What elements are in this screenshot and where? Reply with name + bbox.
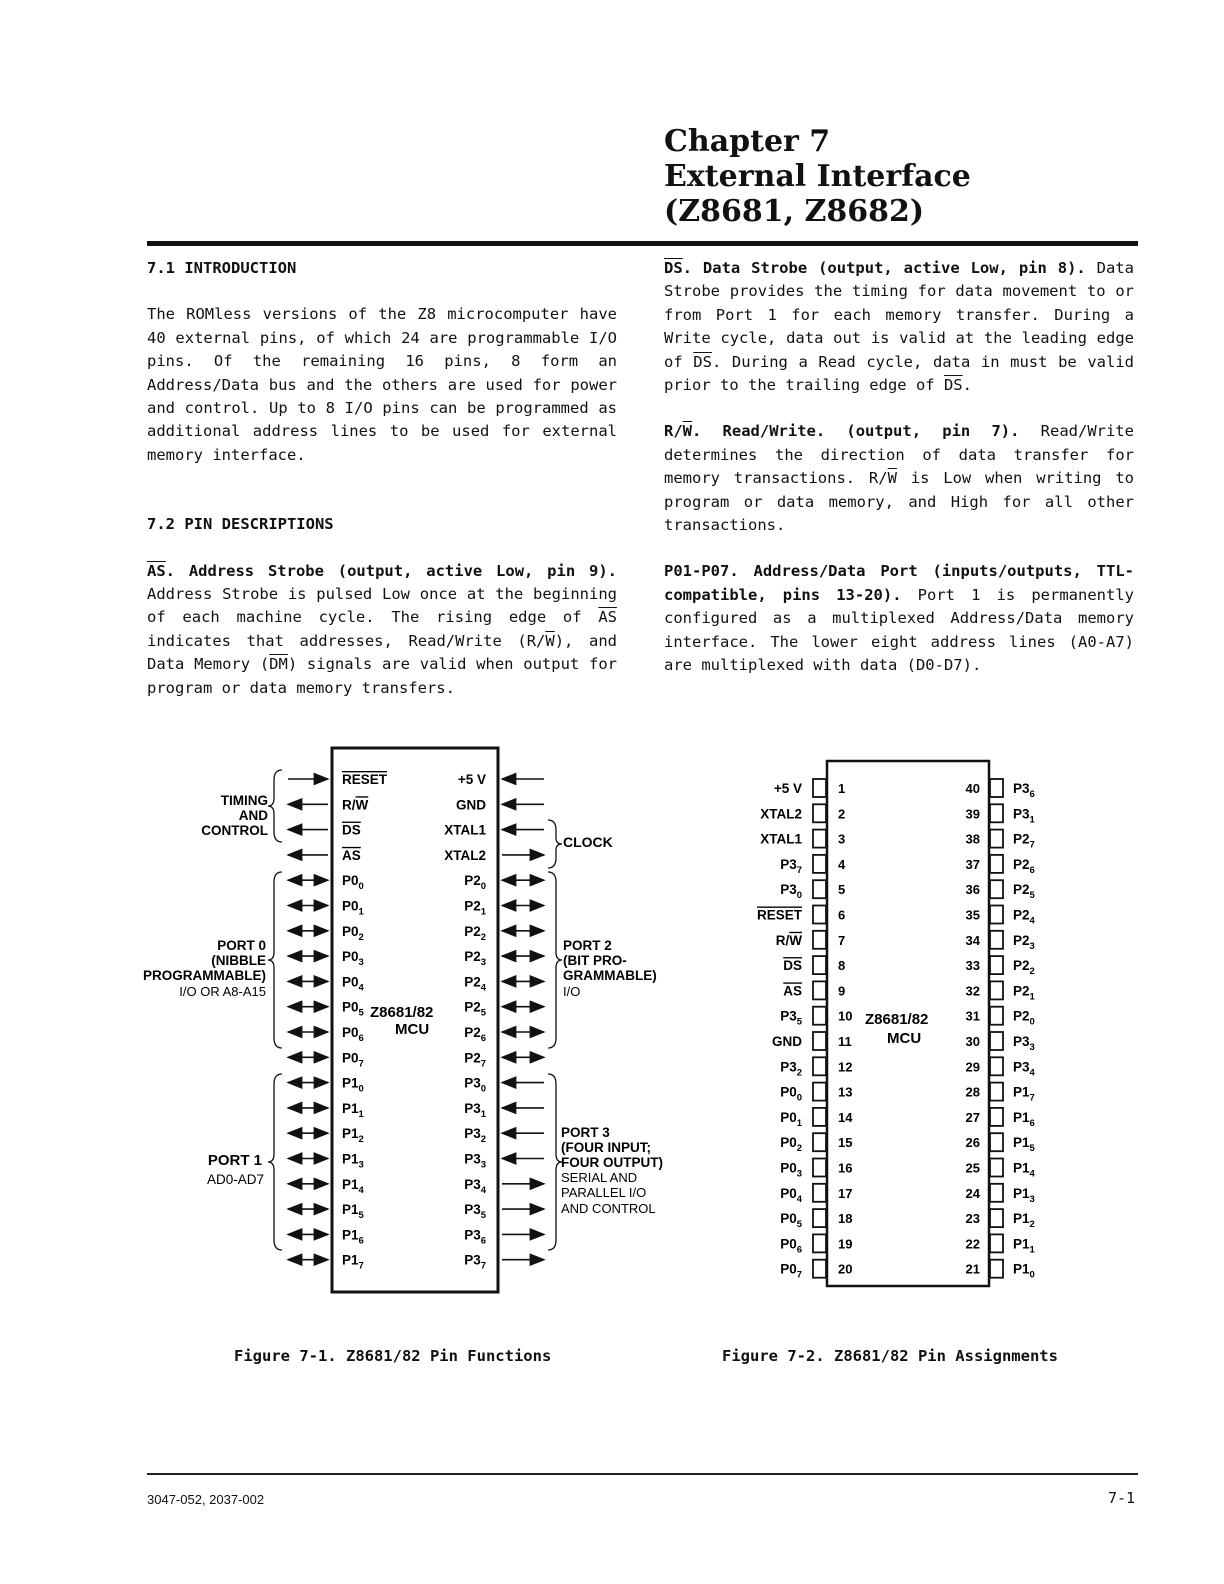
pin-pad [990,779,1003,797]
svg-text:(FOUR INPUT;: (FOUR INPUT; [561,1140,651,1155]
pin-label: $P2_5$ [464,999,486,1019]
pin-label: R/W [342,797,369,813]
pin-label: XTAL1 [444,822,486,838]
pin-number: 12 [838,1059,853,1075]
svg-text:AND CONTROL: AND CONTROL [561,1201,656,1216]
pin-pad [990,956,1003,974]
port3-label [561,1125,663,1216]
pin-number: 37 [965,856,980,872]
pin-number: 19 [838,1236,853,1252]
footer-doc-number: 3047-052, 2037-002 [147,1492,265,1507]
pin-label: $P3_5$ [780,1008,802,1028]
svg-text:SERIAL AND: SERIAL AND [561,1170,638,1185]
pin-number: 9 [838,983,846,999]
clock-brace [548,820,562,868]
pin-label: $P1_1$ [342,1100,364,1120]
pin-label: $P1_5$ [1013,1135,1035,1155]
pin-number: 26 [965,1135,980,1151]
pin-number: 35 [965,907,980,923]
pin-pad [990,1133,1003,1151]
chip-name: Z8681/82 [370,1004,434,1021]
svg-text:AND: AND [238,808,268,823]
pin-label: $P0_6$ [780,1236,802,1256]
svg-text:(NIBBLE: (NIBBLE [211,953,266,968]
pin-label: $P1_4$ [1013,1160,1035,1180]
pin-pad [813,804,826,822]
pin-label: $P0_7$ [342,1050,364,1070]
pin-label: $P2_5$ [1013,882,1035,902]
pin-label: DS [783,958,802,974]
pin-number: 2 [838,806,846,822]
pin-number: 31 [965,1008,980,1024]
pin-number: 17 [838,1185,853,1201]
pin-number: 20 [838,1261,853,1277]
pin-pad [990,931,1003,949]
pin-label: $P0_4$ [342,974,364,994]
pin-label: $P3_0$ [464,1075,486,1095]
pin-number: 5 [838,882,846,898]
svg-text:CONTROL: CONTROL [201,823,268,838]
pin-label: $P2_6$ [464,1025,486,1044]
page-number: 7-1 [1108,1489,1136,1507]
pin-label: $P1_6$ [342,1227,364,1247]
pin-label: RESET [342,772,388,787]
pin-label: $P0_1$ [780,1109,802,1129]
pin-label: $P0_3$ [780,1160,802,1180]
pin-number: 11 [838,1034,852,1049]
svg-text:(BIT PRO-: (BIT PRO- [563,953,627,968]
pin-pad [990,906,1003,924]
left-column [147,257,617,700]
svg-text:GRAMMABLE): GRAMMABLE) [563,968,657,983]
svg-text:FOUR OUTPUT): FOUR OUTPUT) [561,1155,663,1170]
pin-number: 13 [838,1084,853,1100]
pin-pad [990,880,1003,898]
pin-label: R/W [775,932,802,948]
p0-description: P01-P07. Address/Data Port (inputs/outputs, TTL-compatible, pins 13-20). Port 1 is permanently configured as a multiplexed Address/Data memory interface. The lower eight address lines (A0-A7) are multiplexed with data (D0-D7). [664,562,1134,675]
pin-pad [813,1159,826,1177]
pin-label: AS [342,847,361,863]
pin-label: $P2_3$ [1013,932,1035,952]
pin-number: 4 [838,856,846,872]
port0-brace [268,872,282,1048]
svg-text:PARALLEL I/O: PARALLEL I/O [561,1185,647,1200]
pin-label: $P0_1$ [342,898,364,918]
pin-label: $P1_4$ [342,1176,364,1196]
pin-number: 24 [965,1185,980,1201]
pin-label: $P2_7$ [464,1050,486,1070]
pin-functions-diagram [130,740,690,1305]
pin-label: $P0_2$ [342,923,364,943]
pin-label: +5 V [457,772,486,787]
port3-brace [548,1074,562,1250]
pin-pad [813,956,826,974]
pin-label: $P2_0$ [464,873,486,893]
pin-number: 22 [965,1236,980,1252]
pin-pad [813,855,826,873]
pin-label: $P0_0$ [342,873,364,893]
pin-pad [813,1133,826,1151]
figure-7-2-caption: Figure 7-2. Z8681/82 Pin Assignments [722,1347,1058,1365]
pin-pad [813,931,826,949]
pin-label: $P0_0$ [780,1084,802,1104]
pin-pad [813,981,826,999]
pin-number: 14 [838,1109,853,1125]
svg-text:PORT 0: PORT 0 [217,938,266,953]
svg-text:I/O OR A8-A15: I/O OR A8-A15 [179,984,266,999]
pin-pad [813,1007,826,1025]
timing-label [201,793,268,838]
pin-label: $P3_3$ [464,1151,486,1171]
chapter-number: Chapter 7 [664,124,831,159]
pin-label: $P2_3$ [464,949,486,969]
pin-pad [990,855,1003,873]
pin-pad [813,1083,826,1101]
pin-pad [990,1260,1003,1278]
pin-label: $P0_5$ [342,999,364,1019]
pin-label: $P1_1$ [1013,1236,1035,1256]
pin-label: RESET [756,907,802,923]
pin-number: 3 [838,831,846,847]
right-column [664,257,1134,678]
section-7-1-title: 7.1 INTRODUCTION [147,259,297,277]
pin-label: $P1_7$ [342,1252,364,1272]
pin-number: 30 [965,1034,980,1049]
pin-pad [990,1184,1003,1202]
pin-number: 15 [838,1135,853,1151]
chapter-subtitle: (Z8681, Z8682) [664,194,925,229]
pin-pad [813,880,826,898]
heading-rule [147,241,1138,246]
pin-pad [813,1209,826,1227]
pin-label: GND [456,797,486,813]
pin-pad [990,981,1003,999]
port2-brace [548,872,562,1048]
pin-label: $P0_5$ [780,1211,802,1231]
svg-text:PROGRAMMABLE): PROGRAMMABLE) [143,968,266,983]
pin-label: $P1_0$ [342,1075,364,1095]
pin-number: 25 [965,1160,980,1176]
pin-label: $P3_2$ [780,1059,802,1079]
pin-label: $P1_2$ [1013,1211,1035,1231]
figure-7-1-caption: Figure 7-1. Z8681/82 Pin Functions [234,1347,552,1365]
ds-description: $\overline{DS}$. Data Strobe (output, active Low, pin 8). Data Strobe provides the timing for data movement to or from Port 1 for each memory transfer. During a Write cycle, data out is valid at the leading edge of $\overline{DS}$. During a Read cycle, data in must be valid prior to the trailing edge of $\overline{DS}$. [664,259,1134,395]
pin-label: $P3_4$ [464,1176,486,1196]
pin-label: DS [342,822,361,838]
pin-pad [990,1159,1003,1177]
pin-number: 38 [965,831,980,847]
pin-pad [813,906,826,924]
pin-label: $P2_0$ [1013,1008,1035,1028]
pin-label: $P3_4$ [1013,1059,1035,1079]
port1-brace [268,1074,282,1250]
pin-label: $P0_3$ [342,949,364,969]
pin-number: 10 [838,1008,853,1024]
svg-text:PORT 3: PORT 3 [561,1125,610,1140]
svg-text:TIMING: TIMING [220,793,268,808]
pin-number: 32 [965,983,980,999]
pin-label: $P0_6$ [342,1025,364,1044]
pin-label: $P3_6$ [1013,781,1035,800]
pin-label: $P2_2$ [1013,958,1035,978]
pin-label: $P2_1$ [464,898,486,918]
pin-number: 16 [838,1160,853,1176]
pin-number: 33 [965,958,980,974]
pin-label: $P3_0$ [780,882,802,902]
pin-number: 40 [965,781,980,796]
pin-label: $P1_7$ [1013,1084,1035,1104]
port1-label [207,1152,264,1187]
pin-label: $P0_2$ [780,1135,802,1155]
package-chip-sub: MCU [887,1030,922,1047]
chapter-heading [664,124,971,229]
pin-label: $P3_6$ [464,1227,486,1247]
intro-paragraph: The ROMless versions of the Z8 microcomputer have 40 external pins, of which 24 are programmable I/O pins. Of the remaining 16 pins, 8 form an Address/Data bus and the others are used for power and control. Up to 8 I/O pins can be programmed as additional address lines to be used for external memory interface. [147,305,617,464]
pin-label: $P0_4$ [780,1185,802,1205]
pin-pad [990,1007,1003,1025]
pin-number: 36 [965,882,980,898]
pin-pad [990,804,1003,822]
as-description: $\overline{AS}$. Address Strobe (output, active Low, pin 9). Address Strobe is pulsed Low once at the beginning of each machine cycle. The rising edge of $\overline{AS}$ indicates that addresses, Read/Write $(R/\overline{W})$, and Data Memory $(\overline{DM})$ signals are valid when output for program or data memory transfers. [147,561,617,697]
pin-pad [813,1260,826,1278]
port2-label [563,938,657,999]
pin-pad [813,1184,826,1202]
pin-pad [990,830,1003,848]
pin-number: 39 [965,806,980,822]
pin-assignments-diagram [740,755,1110,1295]
pin-label: XTAL2 [760,806,802,822]
package-chip-name: Z8681/82 [865,1011,929,1028]
pin-pad [813,1234,826,1252]
svg-text:I/O: I/O [563,984,581,999]
pin-number: 18 [838,1211,853,1227]
pin-pad [990,1234,1003,1252]
pin-label: +5 V [773,781,802,796]
pin-label: $P1_0$ [1013,1261,1035,1281]
pin-pad [813,779,826,797]
pin-label: $P1_2$ [342,1126,364,1146]
pin-number: 23 [965,1211,980,1227]
pin-label: $P1_3$ [342,1151,364,1171]
pin-label: $P1_3$ [1013,1185,1035,1205]
pin-label: AS [783,983,802,999]
pin-label: $P3_2$ [464,1126,486,1146]
pin-pad [990,1083,1003,1101]
footer-rule [147,1473,1138,1475]
pin-number: 29 [965,1059,980,1075]
pin-label: $P0_7$ [780,1261,802,1281]
pin-pad [990,1057,1003,1075]
pin-number: 7 [838,932,846,948]
pin-label: $P3_1$ [1013,806,1035,826]
svg-text:PORT 2: PORT 2 [563,938,612,953]
pin-number: 34 [965,932,980,948]
timing-brace [268,770,282,842]
pin-label: $P1_6$ [1013,1109,1035,1129]
pin-label: $P3_7$ [464,1252,486,1272]
pin-pad [990,1032,1003,1050]
pin-number: 1 [838,781,846,796]
pin-pad [990,1209,1003,1227]
svg-text:AD0-AD7: AD0-AD7 [206,1172,264,1187]
pin-pad [813,1108,826,1126]
pin-label: $P3_1$ [464,1100,486,1120]
chip-sub: MCU [395,1021,430,1038]
rw-description: $R/\overline{W}$. Read/Write. (output, pin 7). Read/Write determines the direction of data transfer for memory transactions. $R/\overline{W}$ is Low when writing to program or data memory, and High for all other transactions. [664,422,1134,535]
pin-number: 27 [965,1109,980,1125]
svg-text:PORT 1: PORT 1 [207,1152,262,1169]
pin-label: $P2_1$ [1013,983,1035,1003]
pin-label: $P1_5$ [342,1202,364,1222]
port0-label [143,938,266,999]
pin-label: XTAL2 [444,847,486,863]
pin-pad [813,830,826,848]
pin-label: $P2_4$ [1013,907,1035,927]
pin-label: $P2_7$ [1013,831,1035,851]
pin-pad [990,1108,1003,1126]
chapter-title: External Interface [664,159,971,194]
pin-label: $P3_7$ [780,856,802,876]
pin-label: XTAL1 [760,831,802,847]
pin-pad [813,1057,826,1075]
pin-label: $P2_4$ [464,974,486,994]
clock-label: CLOCK [563,834,613,850]
pin-number: 28 [965,1084,980,1100]
pin-label: $P3_5$ [464,1202,486,1222]
pin-number: 21 [965,1261,980,1277]
pin-number: 8 [838,958,846,974]
pin-label: $P2_2$ [464,923,486,943]
pin-number: 6 [838,907,846,923]
pin-label: $P3_3$ [1013,1034,1035,1053]
section-7-2-title: 7.2 PIN DESCRIPTIONS [147,515,334,534]
pin-label: $P2_6$ [1013,856,1035,876]
pin-label: GND [772,1034,802,1049]
pin-pad [813,1032,826,1050]
